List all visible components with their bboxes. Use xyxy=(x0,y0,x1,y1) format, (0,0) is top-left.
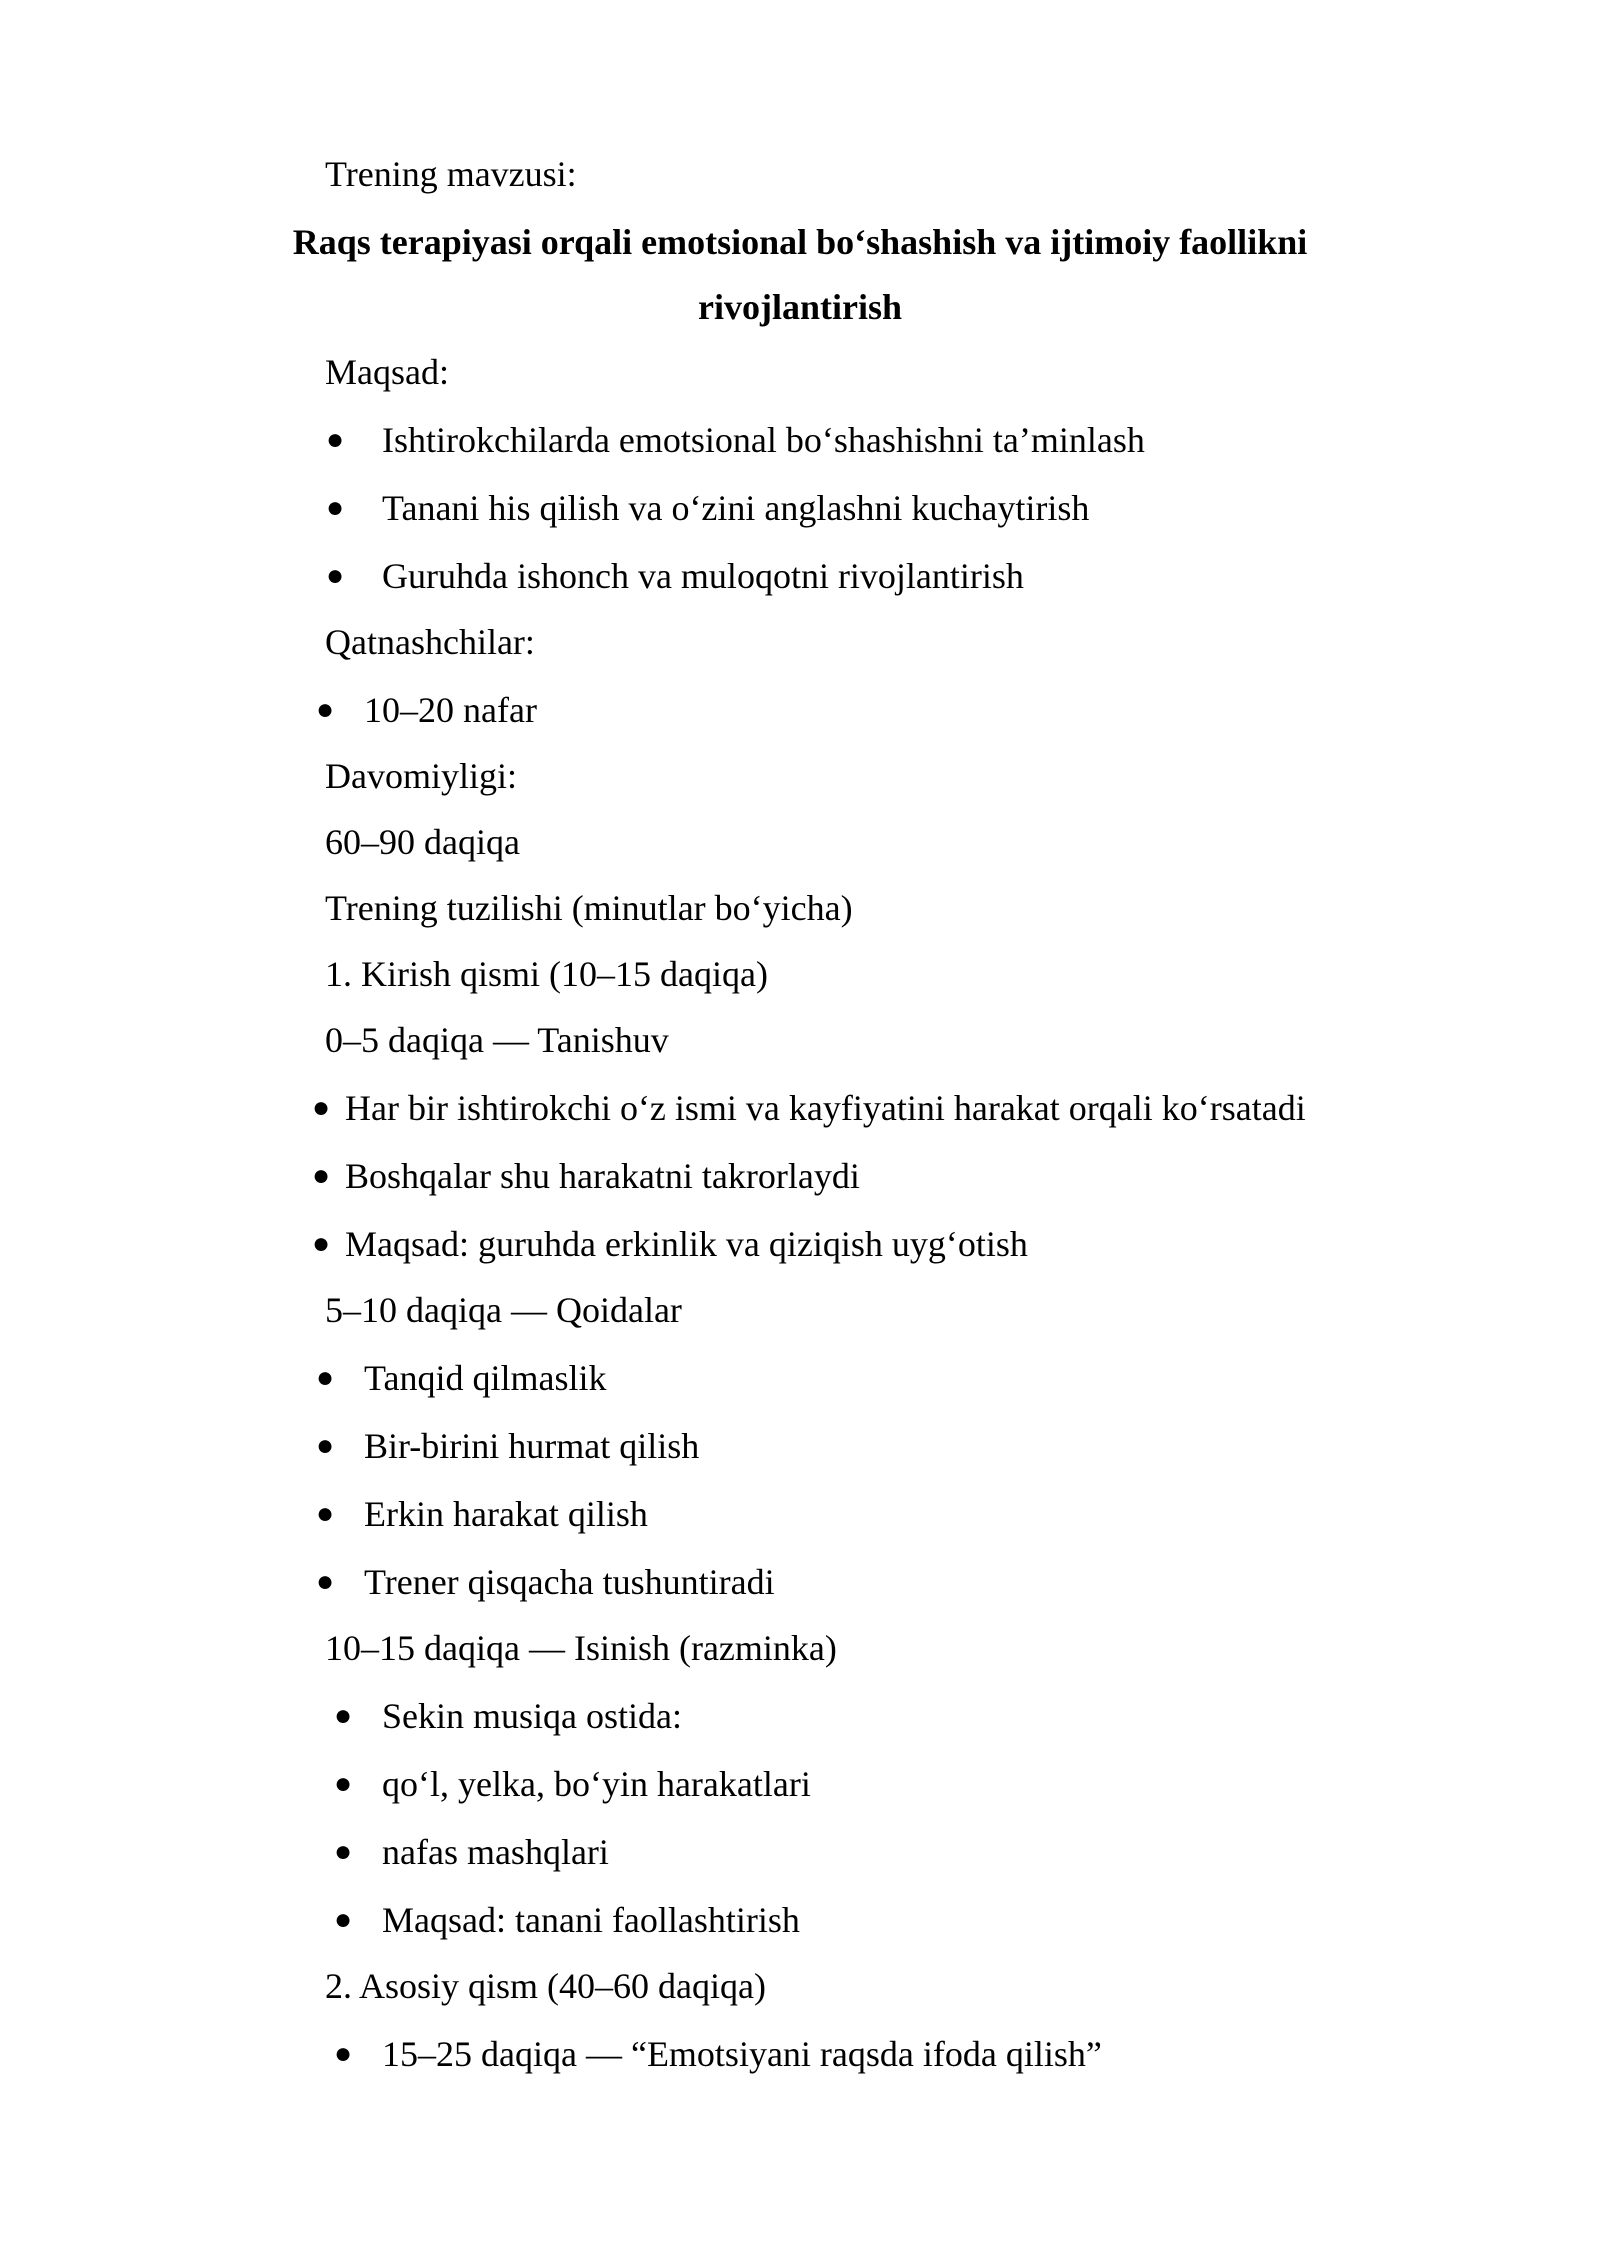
maqsad-item: Guruhda ishonch va muloqotni rivojlantirish xyxy=(382,556,1024,596)
qoidalar-item: Tanqid qilmaslik xyxy=(364,1358,607,1398)
structure-label: Trening tuzilishi (minutlar bo‘yicha) xyxy=(325,888,853,928)
section-1-heading: 1. Kirish qismi (10–15 daqiqa) xyxy=(325,954,768,994)
bullet-icon: ● xyxy=(316,1565,335,1598)
bullet-icon: ● xyxy=(326,423,345,456)
asosiy-item: 15–25 daqiqa — “Emotsiyani raqsda ifoda qilish” xyxy=(382,2034,1102,2074)
maqsad-item: Ishtirokchilarda emotsional bo‘shashishni ta’minlash xyxy=(382,420,1145,460)
heading: Trening mavzusi: xyxy=(325,154,577,194)
isinish-item: qo‘l, yelka, bo‘yin harakatlari xyxy=(382,1764,811,1804)
tanishuv-item: Boshqalar shu harakatni takrorlaydi xyxy=(345,1156,860,1196)
bullet-icon: ● xyxy=(316,1361,335,1394)
bullet-icon: ● xyxy=(334,1903,353,1936)
bullet-icon: ● xyxy=(326,559,345,592)
qoidalar-label: 5–10 daqiqa — Qoidalar xyxy=(325,1290,682,1330)
isinish-label: 10–15 daqiqa — Isinish (razminka) xyxy=(325,1628,837,1668)
qoidalar-item: Trener qisqacha tushuntiradi xyxy=(364,1562,775,1602)
title-line-2: rivojlantirish xyxy=(698,287,902,327)
isinish-item: Maqsad: tanani faollashtirish xyxy=(382,1900,800,1940)
bullet-icon: ● xyxy=(334,1699,353,1732)
isinish-item: nafas mashqlari xyxy=(382,1832,609,1872)
qoidalar-item: Bir-birini hurmat qilish xyxy=(364,1426,700,1466)
bullet-icon: ● xyxy=(316,1429,335,1462)
qatnashchilar-item: 10–20 nafar xyxy=(364,690,537,730)
maqsad-item: Tanani his qilish va o‘zini anglashni kuchaytirish xyxy=(382,488,1090,528)
maqsad-label: Maqsad: xyxy=(325,352,449,392)
tanishuv-item: Har bir ishtirokchi o‘z ismi va kayfiyatini harakat orqali ko‘rsatadi xyxy=(345,1088,1306,1128)
isinish-item: Sekin musiqa ostida: xyxy=(382,1696,682,1736)
bullet-icon: ● xyxy=(334,2037,353,2070)
bullet-icon: ● xyxy=(326,491,345,524)
title-line-1: Raqs terapiyasi orqali emotsional bo‘shashish va ijtimoiy faollikni xyxy=(292,222,1308,262)
bullet-icon: ● xyxy=(334,1767,353,1800)
tanishuv-label: 0–5 daqiqa — Tanishuv xyxy=(325,1020,669,1060)
tanishuv-item: Maqsad: guruhda erkinlik va qiziqish uyg‘otish xyxy=(345,1224,1028,1264)
bullet-icon: ● xyxy=(316,1497,335,1530)
davomiyligi-label: Davomiyligi: xyxy=(325,756,517,796)
bullet-icon: ● xyxy=(334,1835,353,1868)
davomiyligi-value: 60–90 daqiqa xyxy=(325,822,520,862)
qoidalar-item: Erkin harakat qilish xyxy=(364,1494,648,1534)
qatnashchilar-label: Qatnashchilar: xyxy=(325,622,535,662)
section-2-heading: 2. Asosiy qism (40–60 daqiqa) xyxy=(325,1966,766,2006)
bullet-icon: ● xyxy=(312,1159,331,1192)
bullet-icon: ● xyxy=(312,1091,331,1124)
bullet-icon: ● xyxy=(316,693,335,726)
bullet-icon: ● xyxy=(312,1227,331,1260)
